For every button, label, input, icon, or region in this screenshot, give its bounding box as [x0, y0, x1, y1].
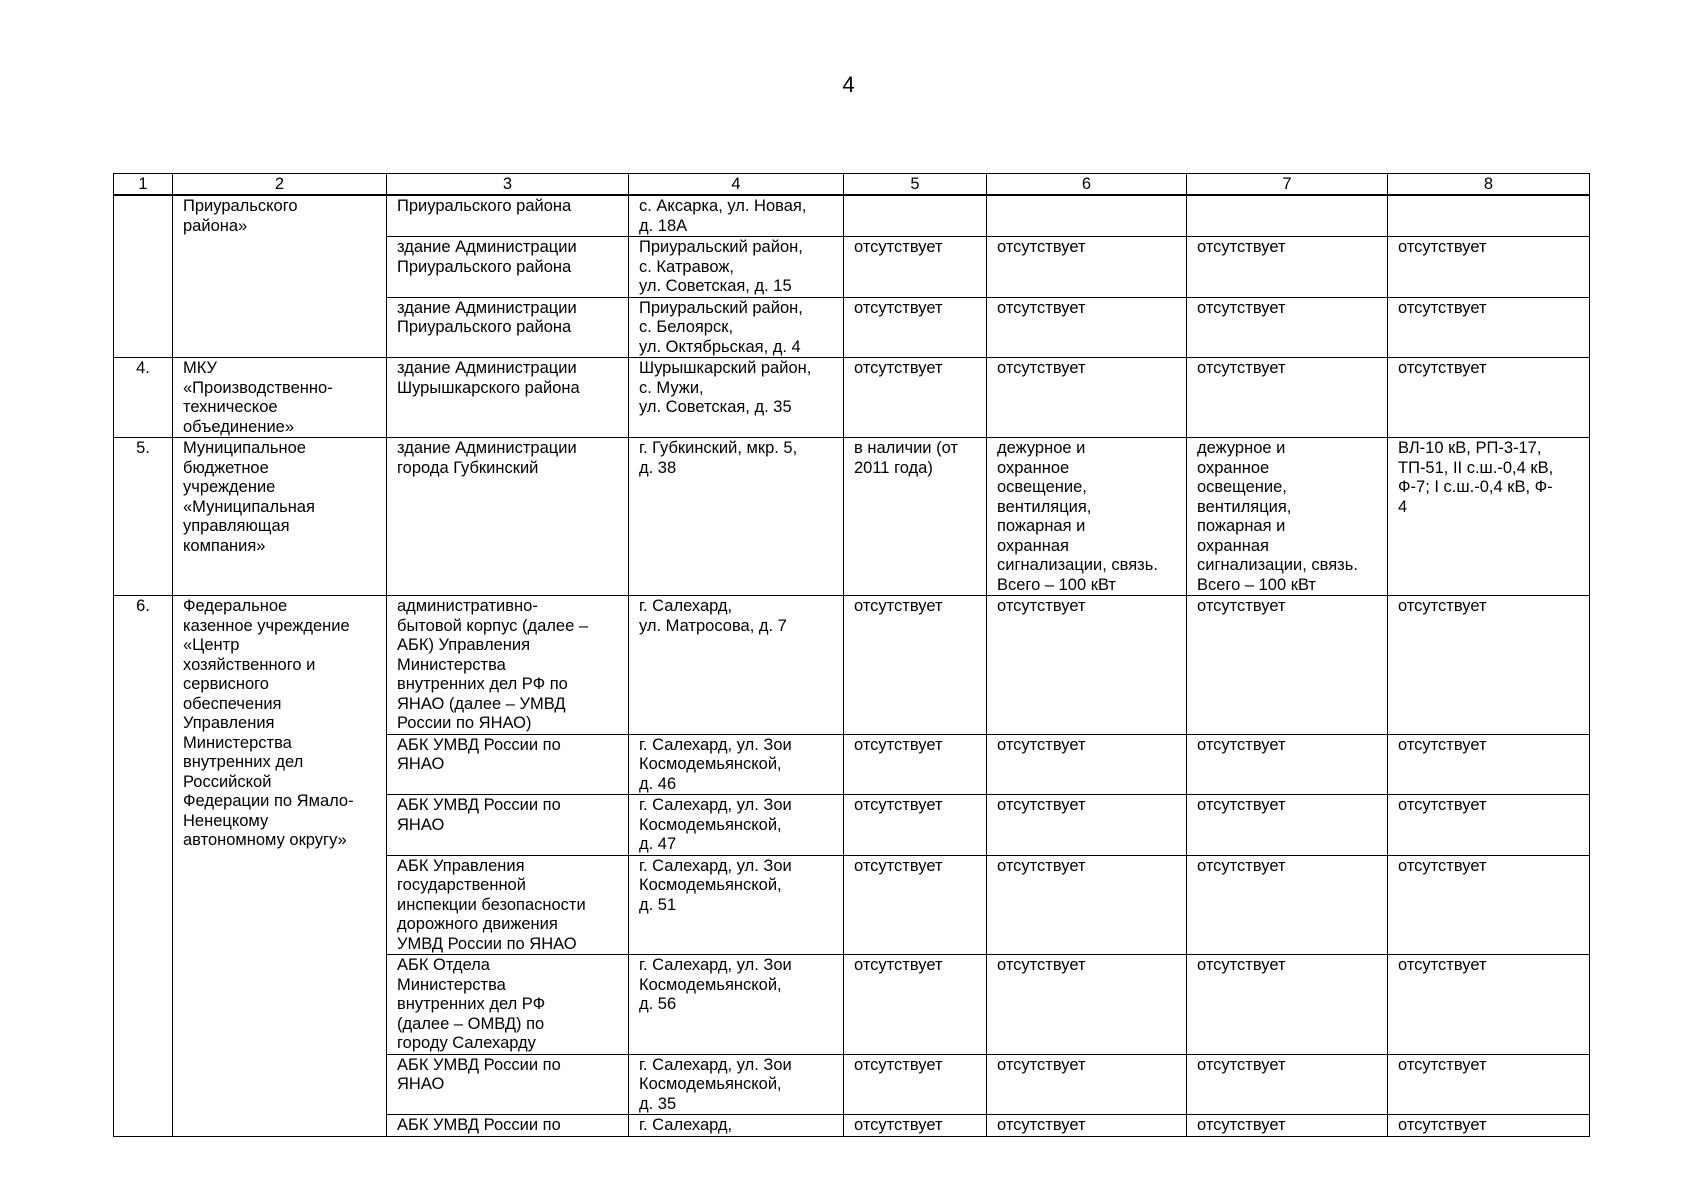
column-7-cell: отсутствует	[1187, 297, 1388, 358]
address-cell: г. Салехард, ул. Зои Космодемьянской, д. 35	[629, 1054, 844, 1115]
column-8-cell: отсутствует	[1388, 1054, 1590, 1115]
column-5-cell: отсутствует	[844, 795, 987, 856]
column-7-cell: отсутствует	[1187, 855, 1388, 955]
column-5-cell	[844, 195, 987, 237]
column-8-cell: отсутствует	[1388, 1115, 1590, 1137]
column-8-cell: отсутствует	[1388, 734, 1590, 795]
organization-cell: МКУ «Производственно- техническое объединение»	[173, 358, 387, 438]
address-cell: г. Салехард, ул. Зои Космодемьянской, д. 46	[629, 734, 844, 795]
address-cell: г. Салехард, ул. Зои Космодемьянской, д. 51	[629, 855, 844, 955]
address-cell: с. Аксарка, ул. Новая, д. 18А	[629, 195, 844, 237]
column-6-cell: отсутствует	[987, 1054, 1187, 1115]
column-6-cell: отсутствует	[987, 237, 1187, 298]
address-cell: г. Салехард, ул. Матросова, д. 7	[629, 596, 844, 735]
column-8-cell: отсутствует	[1388, 358, 1590, 438]
organization-cell: Приуральского района»	[173, 195, 387, 358]
building-cell: здание Администрации Приуральского района	[387, 237, 629, 298]
column-header: 1	[114, 174, 173, 196]
column-7-cell: дежурное и охранное освещение, вентиляция, пожарная и охранная сигнализации, связь. Всего – 100 кВт	[1187, 438, 1388, 596]
row-number-cell: 6.	[114, 596, 173, 1137]
column-7-cell: отсутствует	[1187, 237, 1388, 298]
column-8-cell: отсутствует	[1388, 237, 1590, 298]
table-row	[114, 195, 1590, 237]
column-header-row	[114, 174, 1590, 196]
column-7-cell: отсутствует	[1187, 596, 1388, 735]
row-number-cell: 4.	[114, 358, 173, 438]
table-row	[114, 596, 1590, 735]
page-number: 4	[842, 72, 855, 97]
column-7-cell	[1187, 195, 1388, 237]
building-cell: АБК УМВД России по ЯНАО	[387, 1054, 629, 1115]
address-cell: Приуральский район, с. Белоярск, ул. Октябрьская, д. 4	[629, 297, 844, 358]
column-header: 6	[987, 174, 1187, 196]
column-6-cell: отсутствует	[987, 1115, 1187, 1137]
address-cell: г. Салехард, ул. Зои Космодемьянской, д. 56	[629, 955, 844, 1055]
building-cell: АБК УМВД России по ЯНАО	[387, 734, 629, 795]
column-5-cell: отсутствует	[844, 1115, 987, 1137]
column-5-cell: отсутствует	[844, 955, 987, 1055]
building-cell: АБК Управления государственной инспекции безопасности дорожного движения УМВД России по ЯНАО	[387, 855, 629, 955]
column-5-cell: отсутствует	[844, 297, 987, 358]
address-cell: г. Губкинский, мкр. 5, д. 38	[629, 438, 844, 596]
column-5-cell: отсутствует	[844, 358, 987, 438]
column-5-cell: отсутствует	[844, 596, 987, 735]
column-7-cell: отсутствует	[1187, 358, 1388, 438]
column-6-cell: отсутствует	[987, 596, 1187, 735]
column-header: 2	[173, 174, 387, 196]
table-row	[114, 438, 1590, 596]
column-5-cell: отсутствует	[844, 855, 987, 955]
column-5-cell: отсутствует	[844, 734, 987, 795]
column-6-cell	[987, 195, 1187, 237]
column-header: 8	[1388, 174, 1590, 196]
column-8-cell: отсутствует	[1388, 297, 1590, 358]
column-6-cell: дежурное и охранное освещение, вентиляция, пожарная и охранная сигнализации, связь. Всего – 100 кВт	[987, 438, 1187, 596]
column-8-cell: отсутствует	[1388, 955, 1590, 1055]
organization-cell: Федеральное казенное учреждение «Центр хозяйственного и сервисного обеспечения Управления Министерства внутренних дел Российской Федерации по Ямало- Ненецкому автономному округу»	[173, 596, 387, 1137]
column-header: 4	[629, 174, 844, 196]
column-7-cell: отсутствует	[1187, 734, 1388, 795]
organization-cell: Муниципальное бюджетное учреждение «Муниципальная управляющая компания»	[173, 438, 387, 596]
facilities-table	[113, 173, 1590, 1137]
row-number-cell: 5.	[114, 438, 173, 596]
column-5-cell: отсутствует	[844, 1054, 987, 1115]
column-header: 3	[387, 174, 629, 196]
column-6-cell: отсутствует	[987, 358, 1187, 438]
address-cell: Шурышкарский район, с. Мужи, ул. Советская, д. 35	[629, 358, 844, 438]
building-cell: Приуральского района	[387, 195, 629, 237]
column-8-cell	[1388, 195, 1590, 237]
building-cell: АБК УМВД России по	[387, 1115, 629, 1137]
column-header: 7	[1187, 174, 1388, 196]
column-header: 5	[844, 174, 987, 196]
column-7-cell: отсутствует	[1187, 795, 1388, 856]
address-cell: г. Салехард,	[629, 1115, 844, 1137]
column-6-cell: отсутствует	[987, 955, 1187, 1055]
building-cell: АБК УМВД России по ЯНАО	[387, 795, 629, 856]
column-8-cell: отсутствует	[1388, 596, 1590, 735]
building-cell: здание Администрации Шурышкарского района	[387, 358, 629, 438]
column-7-cell: отсутствует	[1187, 955, 1388, 1055]
column-6-cell: отсутствует	[987, 795, 1187, 856]
building-cell: здание Администрации Приуральского района	[387, 297, 629, 358]
column-8-cell: отсутствует	[1388, 795, 1590, 856]
column-8-cell: ВЛ-10 кВ, РП-3-17, ТП-51, II с.ш.-0,4 кВ, Ф-7; I с.ш.-0,4 кВ, Ф- 4	[1388, 438, 1590, 596]
building-cell: административно- бытовой корпус (далее – АБК) Управления Министерства внутренних дел РФ по ЯНАО (далее – УМВД России по ЯНАО)	[387, 596, 629, 735]
column-7-cell: отсутствует	[1187, 1054, 1388, 1115]
column-8-cell: отсутствует	[1388, 855, 1590, 955]
address-cell: Приуральский район, с. Катравож, ул. Советская, д. 15	[629, 237, 844, 298]
column-5-cell: в наличии (от 2011 года)	[844, 438, 987, 596]
column-6-cell: отсутствует	[987, 855, 1187, 955]
table-row	[114, 358, 1590, 438]
building-cell: здание Администрации города Губкинский	[387, 438, 629, 596]
table-body	[114, 195, 1590, 1137]
column-6-cell: отсутствует	[987, 734, 1187, 795]
building-cell: АБК Отдела Министерства внутренних дел РФ (далее – ОМВД) по городу Салехарду	[387, 955, 629, 1055]
row-number-cell	[114, 195, 173, 358]
address-cell: г. Салехард, ул. Зои Космодемьянской, д. 47	[629, 795, 844, 856]
column-7-cell: отсутствует	[1187, 1115, 1388, 1137]
column-6-cell: отсутствует	[987, 297, 1187, 358]
column-5-cell: отсутствует	[844, 237, 987, 298]
